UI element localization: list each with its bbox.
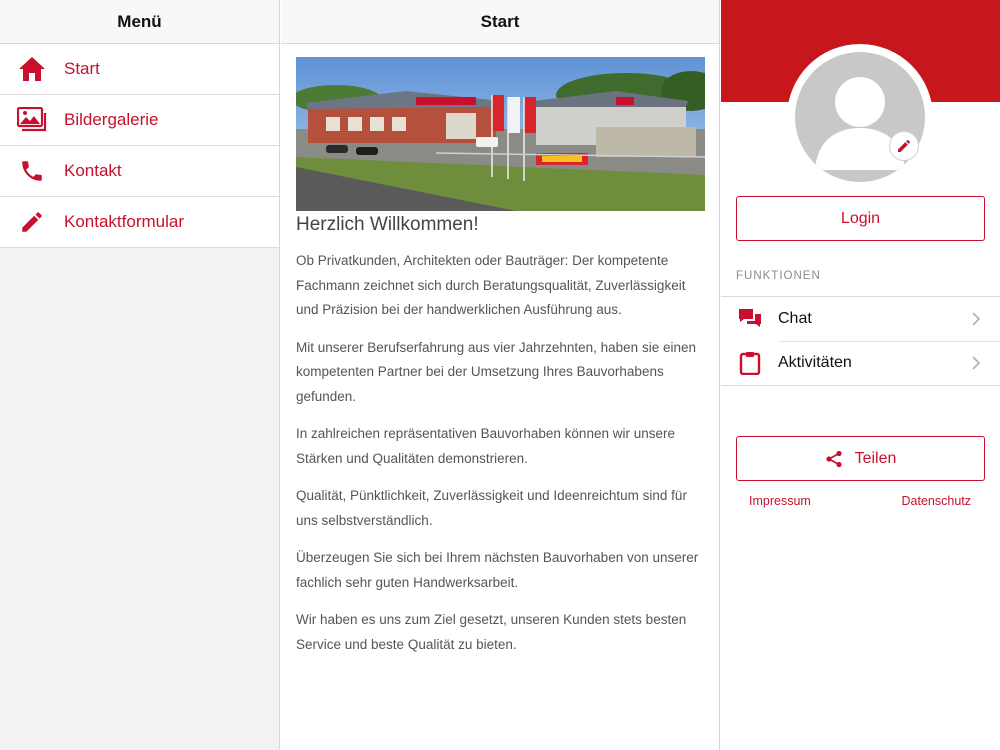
login-button[interactable]: Login (736, 196, 985, 241)
menu-item-kontakt[interactable] (0, 146, 279, 197)
avatar-placeholder-icon (795, 52, 925, 182)
edit-avatar-button[interactable] (889, 131, 919, 161)
chevron-right-icon (966, 312, 986, 326)
menu-item-kontaktformular[interactable] (0, 197, 279, 248)
paragraph: In zahlreichen repräsentativen Bauvorhaben können wir unsere Stärken und Qualitäten demonstrieren. (296, 426, 675, 466)
article (296, 214, 708, 670)
menu-item-start[interactable] (0, 44, 279, 95)
menu-item-bildergalerie[interactable] (0, 95, 279, 146)
share-icon (825, 450, 843, 468)
clipboard-icon (738, 351, 762, 375)
gallery-icon (17, 105, 47, 135)
phone-icon (17, 156, 47, 186)
function-label: Aktivitäten (778, 354, 852, 371)
chevron-right-icon (966, 356, 986, 370)
menu-item-label: Start (64, 59, 100, 78)
datenschutz-link[interactable]: Datenschutz (901, 494, 971, 508)
avatar[interactable] (787, 44, 933, 190)
hero-image (296, 57, 705, 211)
content-pane (281, 0, 720, 750)
menu-list (0, 44, 279, 248)
home-icon (17, 54, 47, 84)
menu-item-label: Bildergalerie (64, 110, 159, 129)
share-label: Teilen (854, 449, 897, 467)
functions-list (721, 296, 1000, 386)
share-button[interactable] (736, 436, 985, 481)
menu-sidebar (0, 0, 280, 750)
menu-item-label: Kontakt (64, 161, 122, 180)
paragraph: Mit unserer Berufserfahrung aus vier Jahrzehnten, haben sie einen kompetenten Partner bei der Umsetzung Ihres Bauvorhabens gefunden. (296, 339, 696, 404)
menu-title: Menü (0, 0, 279, 44)
profile-pane (721, 0, 1000, 750)
function-item-chat[interactable] (721, 297, 1000, 341)
pencil-icon (896, 138, 912, 154)
impressum-link[interactable]: Impressum (749, 494, 811, 508)
menu-item-label: Kontaktformular (64, 212, 184, 231)
paragraph: Qualität, Pünktlichkeit, Zuverlässigkeit und Ideenreichtum sind für uns selbstverständlich. (296, 488, 687, 528)
function-label: Chat (778, 310, 812, 327)
paragraph: Überzeugen Sie sich bei Ihrem nächsten Bauvorhaben von unserer fachlich sehr guten Handwerksarbeit. (296, 550, 699, 590)
welcome-heading: Herzlich Willkommen! (296, 214, 479, 235)
chat-icon (738, 307, 762, 331)
functions-section-label: FUNKTIONEN (736, 270, 821, 282)
footer-links (721, 494, 1000, 512)
paragraph: Wir haben es uns zum Ziel gesetzt, unseren Kunden stets besten Service und beste Qualität zu bieten. (296, 612, 687, 652)
function-item-aktivitaeten[interactable] (721, 341, 1000, 385)
page-title: Start (281, 0, 719, 44)
paragraph: Ob Privatkunden, Architekten oder Bauträger: Der kompetente Fachmann zeichnet sich durch Beratungsqualität, Zuverlässigkeit und Präzision bei der handwerklichen Ausführung aus. (296, 253, 686, 317)
pencil-icon (17, 207, 47, 237)
